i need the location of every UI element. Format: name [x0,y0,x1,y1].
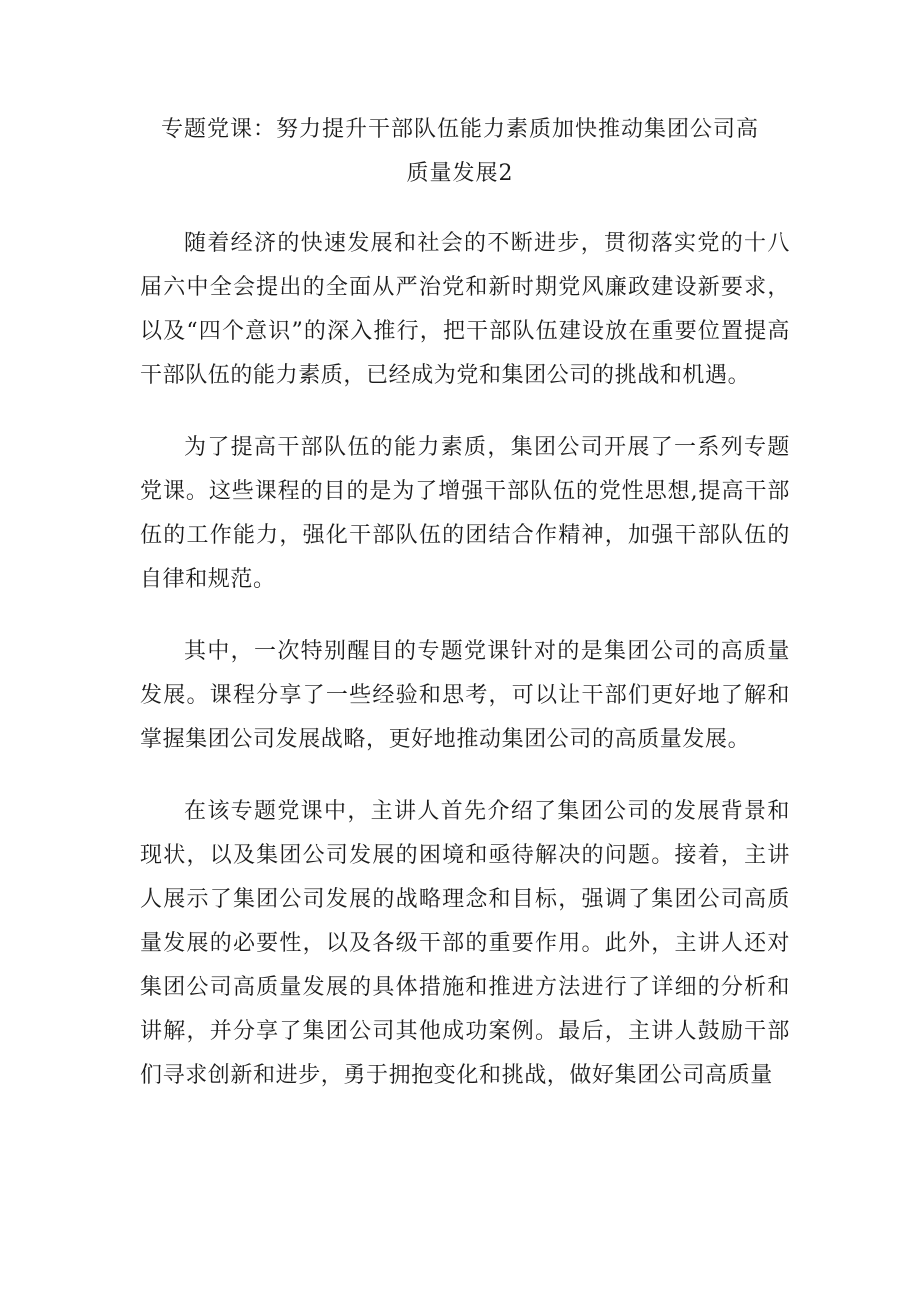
document-body [140,222,790,1126]
paragraph-3: 其中，一次特别醒目的专题党课针对的是集团公司的高质量发展。课程分享了一些经验和思考，可以让干部们更好地了解和掌握集团公司发展战略，更好地推动集团公司的高质量发展。 [140,639,790,752]
document-title-line-1: 专题党课：努力提升干部队伍能力素质加快推动集团公司高 [160,117,759,142]
document-title-line-2: 质量发展2 [406,161,514,186]
paragraph-1: 随着经济的快速发展和社会的不断进步，贯彻落实党的十八届六中全会提出的全面从严治党和新时期党风廉政建设新要求，以及“四个意识”的深入推行，把干部队伍建设放在重要位置提高干部队伍的能力素质，已经成为党和集团公司的挑战和机遇。 [140,231,790,388]
paragraph-2: 为了提高干部队伍的能力素质，集团公司开展了一系列专题党课。这些课程的目的是为了增强干部队伍的党性思想,提高干部伍的工作能力，强化干部队伍的团结合作精神，加强干部队伍的自律和规范。 [140,435,790,592]
paragraph-4: 在该专题党课中，主讲人首先介绍了集团公司的发展背景和现状，以及集团公司发展的困境和亟待解决的问题。接着，主讲人展示了集团公司发展的战略理念和目标，强调了集团公司高质量发展的必要性，以及各级干部的重要作用。此外，主讲人还对集团公司高质量发展的具体措施和推进方法进行了详细的分析和讲解，并分享了集团公司其他成功案例。最后，主讲人鼓励干部们寻求创新和进步，勇于拥抱变化和挑战，做好集团公司高质量 [140,799,790,1088]
